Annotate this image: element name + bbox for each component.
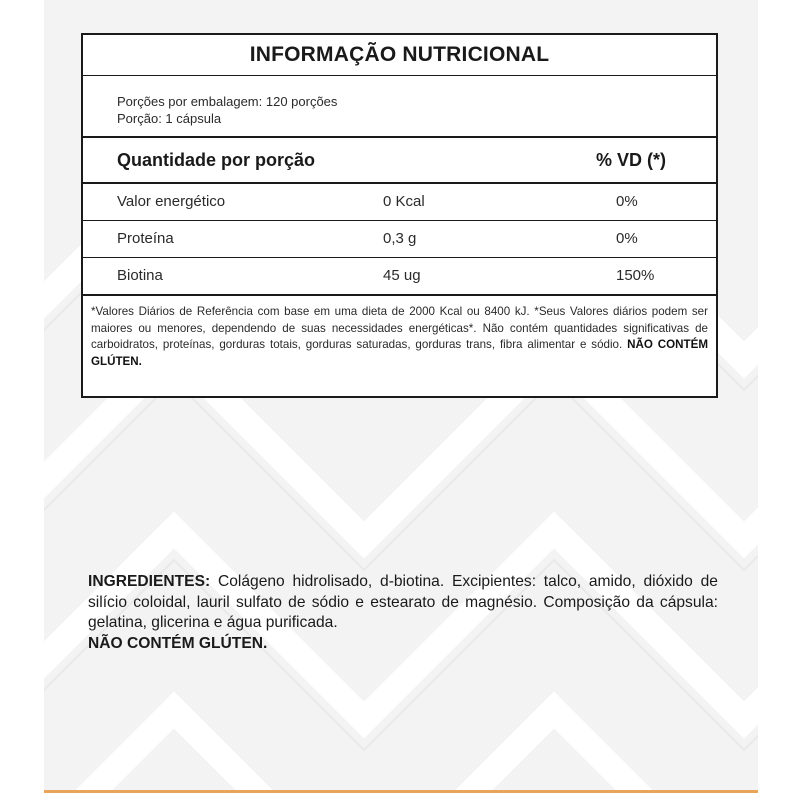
ingredients-text: Colágeno hidrolisado, d-biotina. Excipientes: talco, amido, dióxido de silício coloidal, lauril sulfato de sódio e estearato de magnésio. Composição da cápsula: gelatina, glicerina e água purificada.: [88, 573, 718, 631]
nutrient-dv: 0%: [616, 230, 638, 247]
serving-info: [83, 76, 716, 138]
ingredients-section: [88, 572, 718, 654]
ingredients-label: INGREDIENTES:: [88, 573, 211, 590]
nutrient-amount: 0,3 g: [383, 230, 417, 247]
nutrient-amount: 0 Kcal: [383, 193, 425, 210]
nutrition-footnote: [83, 296, 716, 370]
serving-size: Porção: 1 cápsula: [117, 111, 222, 126]
footnote-gluten-notice: NÃO CONTÉM GLÚTEN.: [91, 338, 708, 368]
nutrient-name: Proteína: [117, 230, 174, 247]
nutrient-name: Valor energético: [117, 193, 226, 210]
servings-per-package: Porções por embalagem: 120 porções: [117, 94, 338, 109]
nutrient-dv: 0%: [616, 193, 638, 210]
table-row: [83, 258, 716, 296]
nutrient-name: Biotina: [117, 267, 163, 284]
nutrient-dv: 150%: [616, 267, 655, 284]
quantity-header: Quantidade por porção: [117, 150, 316, 170]
nutrition-facts-table: [81, 33, 718, 398]
accent-bottom-rule: [44, 790, 758, 793]
nutrient-amount: 45 ug: [383, 267, 421, 284]
dv-header: % VD (*): [596, 150, 667, 170]
table-header: [83, 138, 716, 184]
table-row: [83, 221, 716, 258]
footnote-text: *Valores Diários de Referência com base em uma dieta de 2000 Kcal ou 8400 kJ. *Seus Valores diários podem ser maiores ou menores, dependendo de suas necessidades energéticas*. Não contém quantidades significativas de carboidratos, proteínas, gorduras totais, gorduras saturadas, gorduras trans, fibra alimentar e sódio.: [91, 305, 708, 351]
table-row: [83, 184, 716, 221]
nutrition-title: INFORMAÇÃO NUTRICIONAL: [83, 35, 716, 76]
gluten-notice: NÃO CONTÉM GLÚTEN.: [88, 634, 268, 652]
